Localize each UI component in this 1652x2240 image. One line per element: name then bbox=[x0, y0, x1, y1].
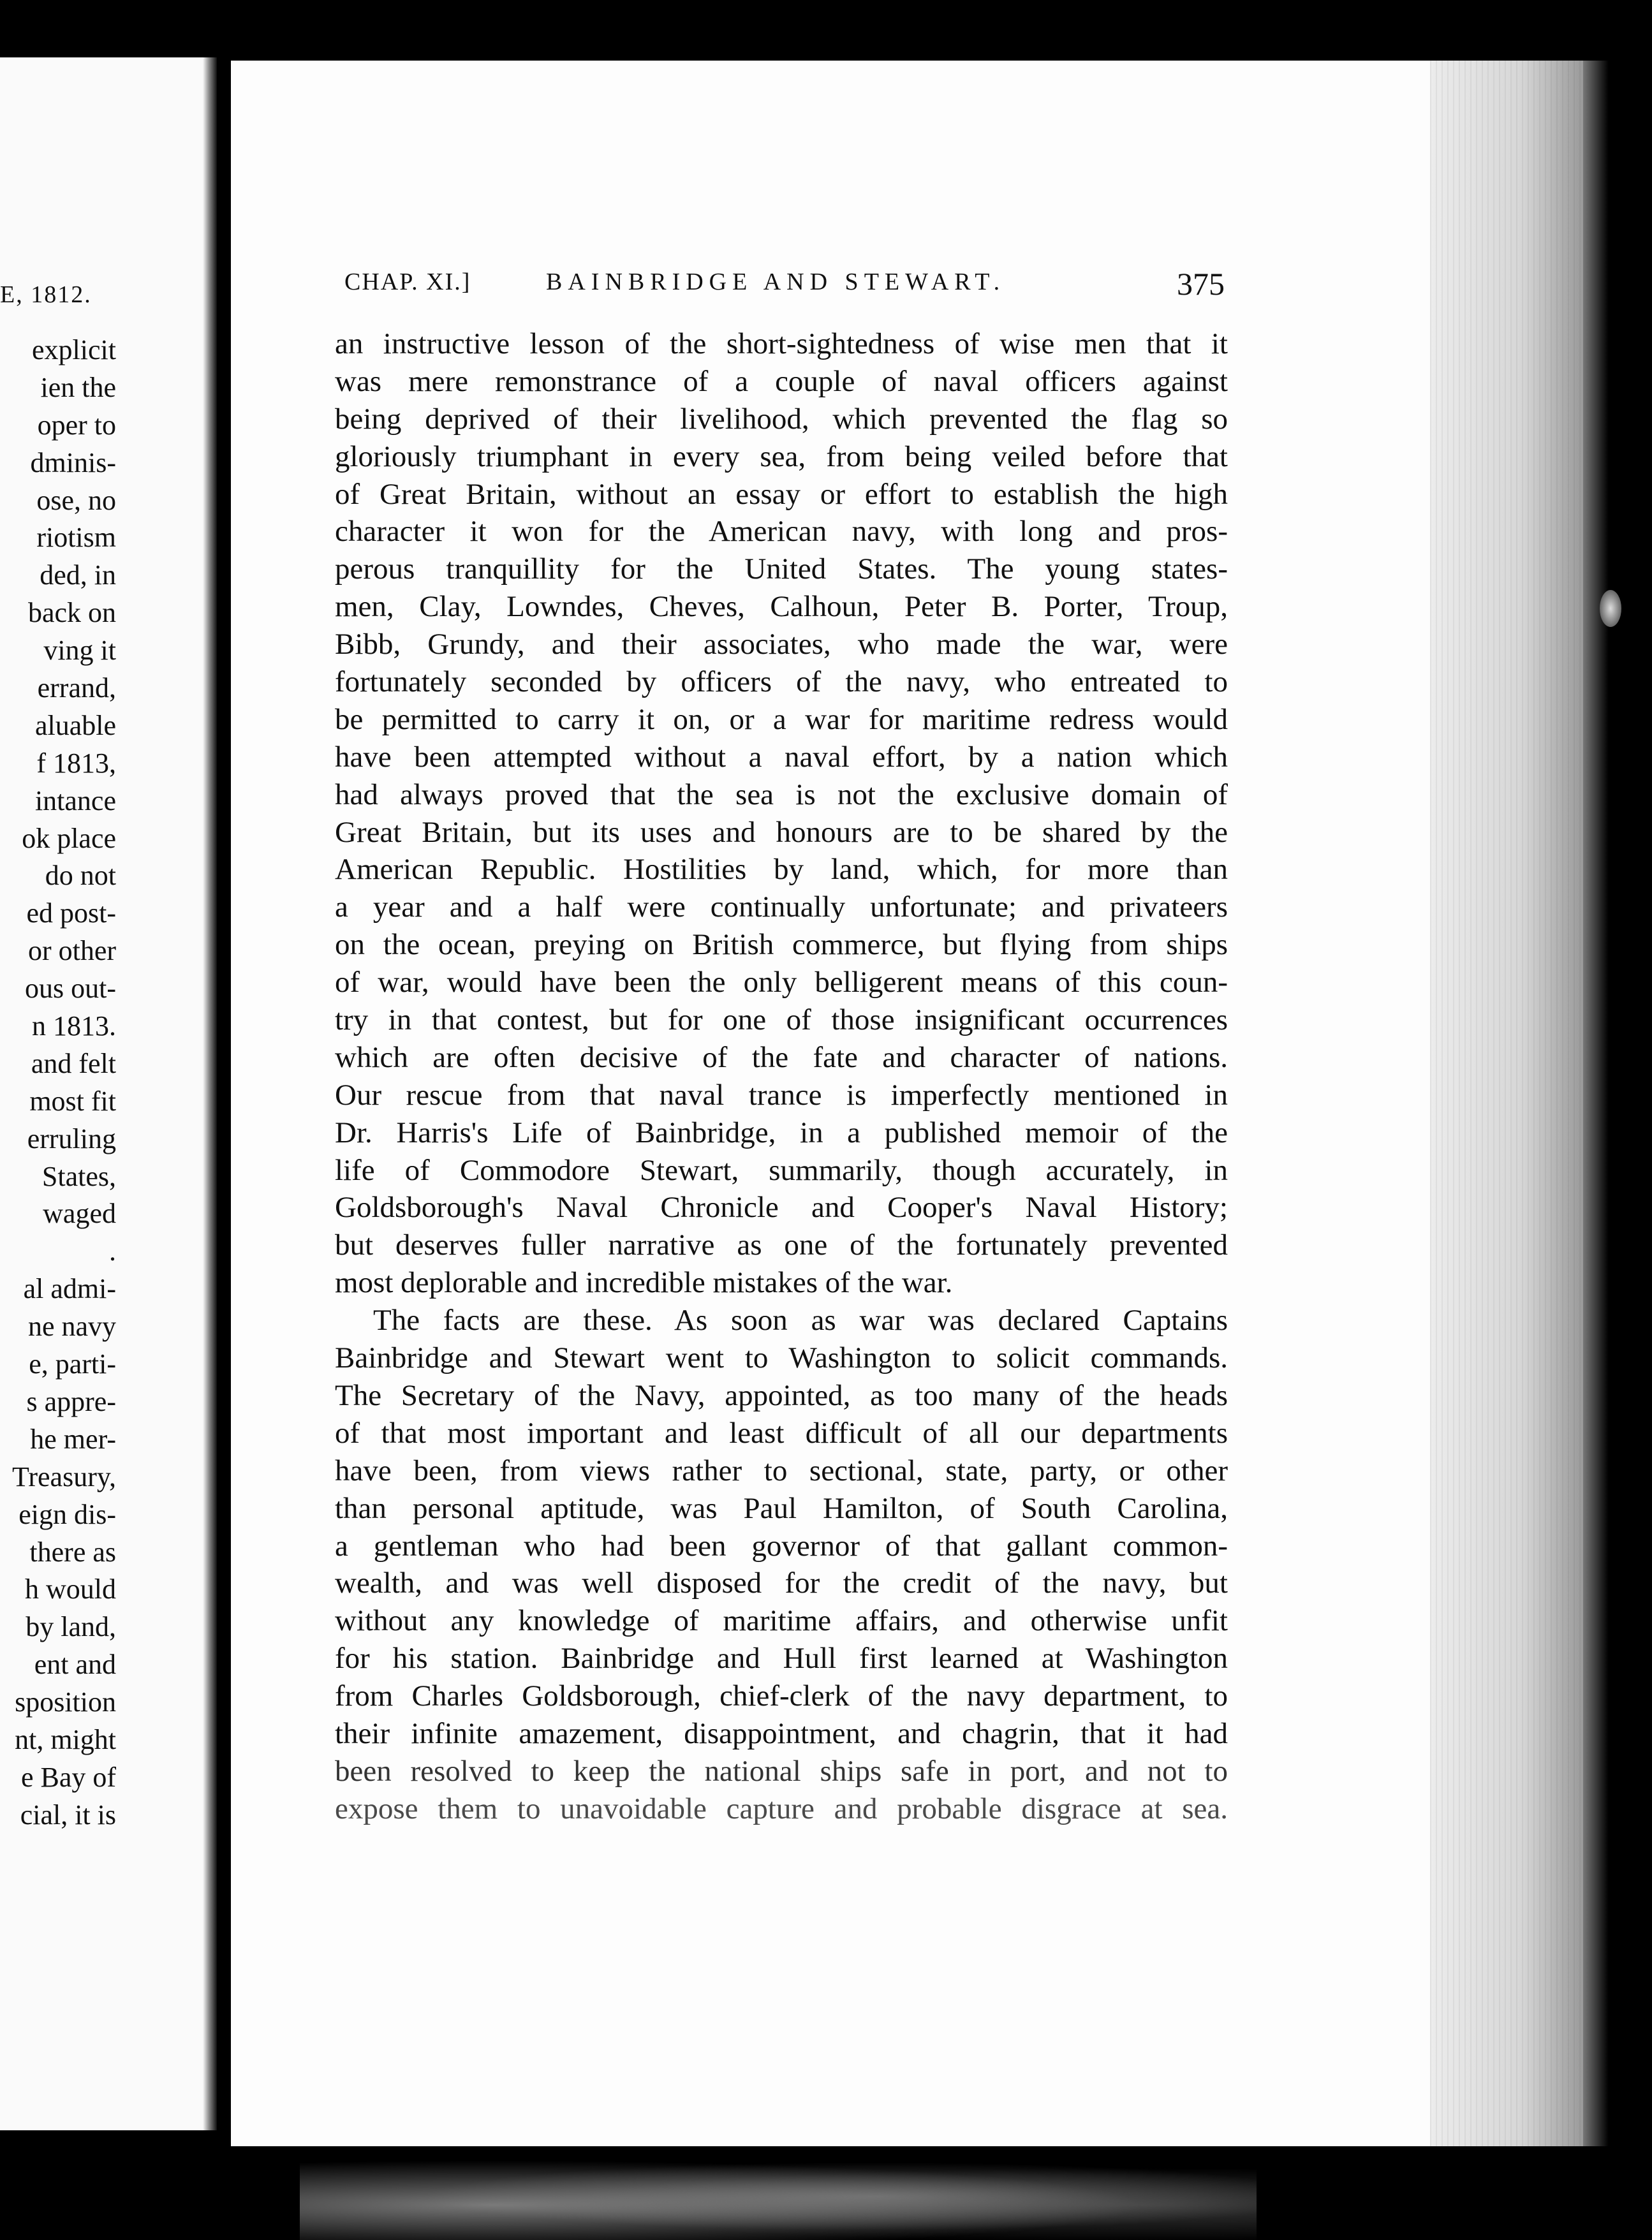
body-line: from Charles Goldsborough, chief-clerk of the navy department, to bbox=[335, 1679, 1228, 1713]
left-text-line: oper to bbox=[37, 409, 116, 441]
body-line: Goldsborough's Naval Chronicle and Cooper's Naval History; bbox=[335, 1191, 1228, 1225]
body-line: without any knowledge of maritime affairs, and otherwise unfit bbox=[335, 1604, 1228, 1638]
body-line-paragraph-start: The facts are these. As soon as war was declared Captains bbox=[373, 1304, 1228, 1337]
body-line: perous tranquillity for the United States. The young states- bbox=[335, 552, 1228, 586]
body-line: men, Clay, Lowndes, Cheves, Calhoun, Peter B. Porter, Troup, bbox=[335, 590, 1228, 624]
left-text-line: nt, might bbox=[15, 1723, 116, 1755]
body-line: for his station. Bainbridge and Hull first learned at Washington bbox=[335, 1642, 1228, 1676]
left-text-line: ien the bbox=[40, 371, 116, 403]
body-text bbox=[335, 325, 1228, 1828]
left-text-line: back on bbox=[27, 597, 116, 629]
body-line: gloriously triumphant in every sea, from being veiled before that bbox=[335, 439, 1228, 473]
left-text-line: e Bay of bbox=[20, 1761, 116, 1793]
left-text-line: do not bbox=[45, 860, 116, 892]
body-line: character it won for the American navy, with long and pros- bbox=[335, 515, 1228, 549]
left-text-line: most fit bbox=[29, 1085, 116, 1117]
left-text-line: intance bbox=[34, 785, 116, 816]
body-line: Great Britain, but its uses and honours are to be shared by the bbox=[335, 815, 1228, 849]
left-text-line: ed post- bbox=[26, 897, 116, 929]
left-text-line: n 1813. bbox=[32, 1010, 116, 1042]
body-line: fortunately seconded by officers of the navy, who entreated to bbox=[335, 665, 1228, 699]
left-text-line: ne navy bbox=[27, 1311, 116, 1343]
running-title: BAINBRIDGE AND STEWART. bbox=[546, 269, 1006, 295]
left-text-line: and felt bbox=[31, 1047, 116, 1079]
left-text-line: dminis- bbox=[30, 446, 116, 478]
body-line: a year and a half were continually unfortunate; and privateers bbox=[335, 890, 1228, 924]
body-line: try in that contest, but for one of those insignificant occurrences bbox=[335, 1003, 1228, 1037]
left-text-line: eign dis- bbox=[18, 1498, 116, 1530]
left-text-line: ous out- bbox=[25, 973, 116, 1005]
left-text-line: h would bbox=[25, 1573, 116, 1605]
body-line: was mere remonstrance of a couple of naval officers against bbox=[335, 364, 1228, 398]
left-text-line: cial, it is bbox=[20, 1799, 116, 1831]
left-text-line: ose, no bbox=[36, 484, 116, 516]
left-text-line: Treasury, bbox=[12, 1461, 116, 1492]
left-text-line: ving it bbox=[43, 635, 116, 667]
left-text-line: explicit bbox=[32, 334, 116, 365]
body-line: their infinite amazement, disappointment, and chagrin, that it had bbox=[335, 1716, 1228, 1750]
body-line-paragraph-end: most deplorable and incredible mistakes of the war. bbox=[335, 1266, 953, 1300]
left-text-line: s appre- bbox=[26, 1385, 116, 1417]
left-text-line: States, bbox=[41, 1160, 116, 1192]
left-text-line: aluable bbox=[34, 709, 116, 741]
scan-spot bbox=[1600, 590, 1621, 627]
body-line: which are often decisive of the fate and character of nations. bbox=[335, 1040, 1228, 1074]
left-text-line: ded, in bbox=[40, 559, 116, 591]
body-line: but deserves fuller narrative as one of the fortunately prevented bbox=[335, 1228, 1228, 1262]
body-line: of that most important and least difficult of all our departments bbox=[335, 1416, 1228, 1450]
left-text-line: riotism bbox=[36, 522, 116, 554]
left-text-line: e, parti- bbox=[29, 1348, 116, 1380]
left-text-line: he mer- bbox=[30, 1423, 116, 1455]
left-page-text bbox=[0, 332, 116, 1834]
body-line: being deprived of their livelihood, which prevented the flag so bbox=[335, 402, 1228, 436]
body-line: Bainbridge and Stewart went to Washington to solicit commands. bbox=[335, 1341, 1228, 1375]
body-line: wealth, and was well disposed for the credit of the navy, but bbox=[335, 1566, 1228, 1600]
book-gutter bbox=[203, 57, 217, 2130]
body-line: an instructive lesson of the short-sightedness of wise men that it bbox=[335, 327, 1228, 360]
body-line: have been, from views rather to sectional, state, party, or other bbox=[335, 1454, 1228, 1487]
body-line: life of Commodore Stewart, summarily, though accurately, in bbox=[335, 1153, 1228, 1187]
left-text-line: ent and bbox=[34, 1649, 116, 1681]
left-text-line: al admi- bbox=[23, 1273, 116, 1305]
body-line: had always proved that the sea is not the exclusive domain of bbox=[335, 777, 1228, 811]
body-line: expose them to unavoidable capture and probable disgrace at sea. bbox=[335, 1792, 1228, 1825]
left-text-line: or other bbox=[27, 935, 116, 967]
body-line: a gentleman who had been governor of that gallant common- bbox=[335, 1529, 1228, 1563]
left-text-line: by land, bbox=[26, 1611, 116, 1643]
body-line: than personal aptitude, was Paul Hamilton, of South Carolina, bbox=[335, 1491, 1228, 1525]
body-line: have been attempted without a naval effort, by a nation which bbox=[335, 740, 1228, 774]
page-edge-shadow bbox=[1583, 61, 1609, 2146]
left-text-line: waged bbox=[43, 1198, 116, 1230]
left-text-line: sposition bbox=[15, 1686, 116, 1718]
page-number: 375 bbox=[1177, 266, 1225, 302]
body-line: Dr. Harris's Life of Bainbridge, in a published memoir of the bbox=[335, 1116, 1228, 1149]
left-text-line: ok place bbox=[22, 822, 116, 854]
body-line: on the ocean, preying on British commerce, but flying from ships bbox=[335, 928, 1228, 962]
body-line: American Republic. Hostilities by land, which, for more than bbox=[335, 853, 1228, 887]
body-line: Bibb, Grundy, and their associates, who made the war, were bbox=[335, 628, 1228, 661]
left-text-line: errand, bbox=[37, 672, 116, 704]
body-line: of Great Britain, without an essay or effort to establish the high bbox=[335, 477, 1228, 511]
body-line: been resolved to keep the national ships safe in port, and not to bbox=[335, 1754, 1228, 1788]
left-text-line: . bbox=[109, 1235, 116, 1267]
left-text-line: there as bbox=[29, 1536, 116, 1568]
body-line: of war, would have been the only belligerent means of this coun- bbox=[335, 966, 1228, 999]
chapter-label: CHAP. XI.] bbox=[344, 269, 471, 295]
body-line: The Secretary of the Navy, appointed, as too many of the heads bbox=[335, 1378, 1228, 1412]
scan-smudge bbox=[300, 2153, 1257, 2240]
running-head bbox=[344, 268, 1237, 306]
body-line: be permitted to carry it on, or a war for maritime redress would bbox=[335, 702, 1228, 736]
left-text-line: f 1813, bbox=[36, 747, 116, 779]
page-edges bbox=[1430, 61, 1583, 2146]
body-line: Our rescue from that naval trance is imperfectly mentioned in bbox=[335, 1078, 1228, 1112]
left-page-header: E, 1812. bbox=[0, 281, 92, 308]
left-text-line: erruling bbox=[27, 1123, 116, 1154]
